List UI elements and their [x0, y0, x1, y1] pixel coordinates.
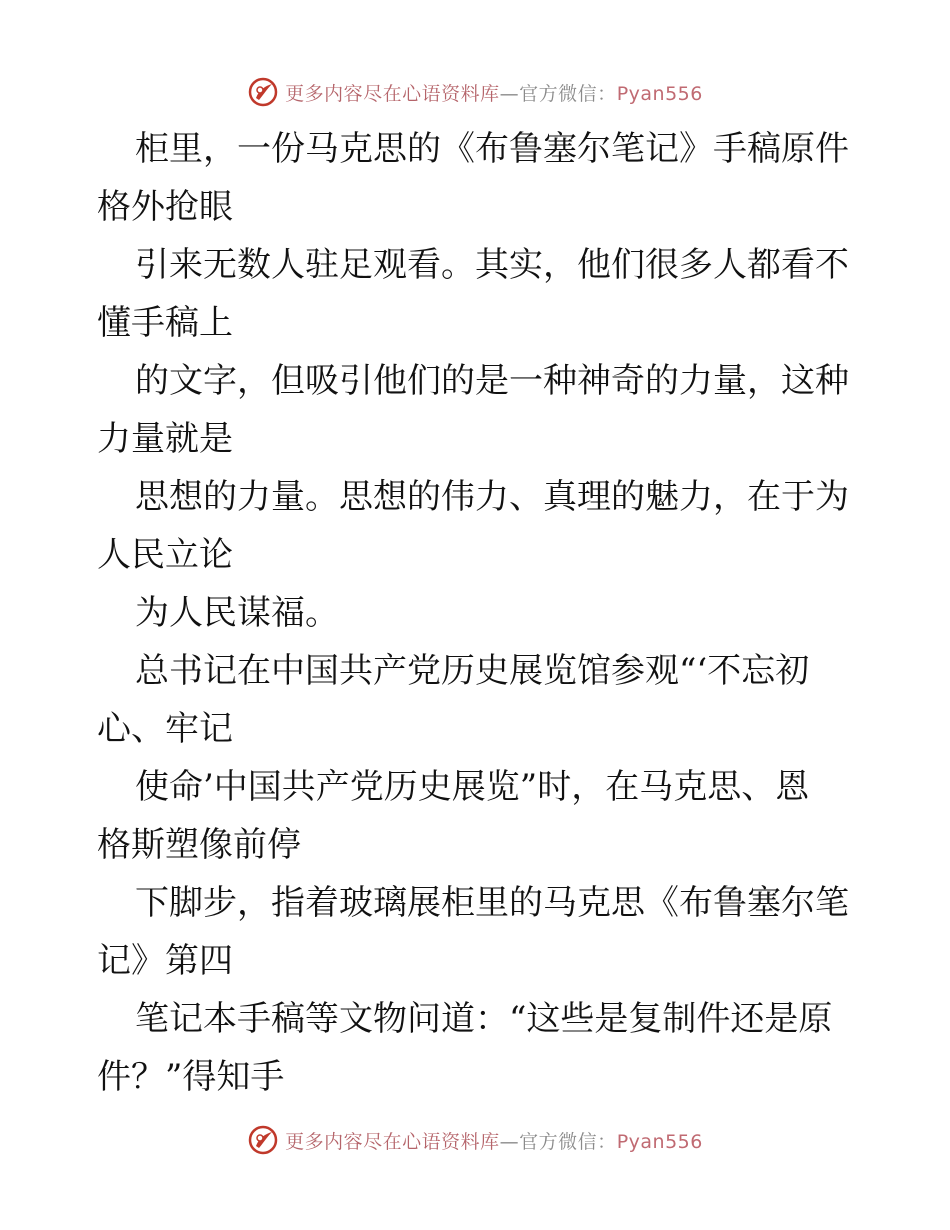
- paragraph-line: 柜里，一份马克思的《布鲁塞尔笔记》手稿原件: [135, 129, 849, 169]
- paragraph: [97, 642, 857, 758]
- paragraph-line: 引来无数人驻足观看。其实，他们很多人都看不: [135, 245, 849, 285]
- paragraph-line: 总书记在中国共产党历史展览馆参观“‘不忘初: [135, 651, 810, 691]
- paragraph-line: 记》第四: [97, 941, 233, 981]
- paragraph: [97, 758, 857, 874]
- paragraph: [97, 120, 857, 236]
- brand-logo-icon: [247, 76, 279, 108]
- watermark-text: [285, 79, 703, 106]
- paragraph: [97, 584, 857, 642]
- paragraph-line: 使命’中国共产党历史展览”时，在马克思、恩: [135, 767, 810, 807]
- paragraph-line: 格斯塑像前停: [97, 825, 301, 865]
- paragraph: [97, 874, 857, 990]
- watermark-wechat-id: Pyan556: [616, 1130, 703, 1153]
- watermark-text: [285, 1127, 703, 1154]
- paragraph: [97, 352, 857, 468]
- brand-logo-icon: [247, 1124, 279, 1156]
- watermark-dash: —: [499, 1130, 520, 1153]
- paragraph-line: 下脚步，指着玻璃展柜里的马克思《布鲁塞尔笔: [135, 883, 849, 923]
- paragraph-line: 的文字，但吸引他们的是一种神奇的力量，这种: [135, 361, 849, 401]
- paragraph-line: 心、牢记: [97, 709, 233, 749]
- document-body: [97, 120, 857, 1106]
- paragraph-line: 为人民谋福。: [135, 593, 339, 633]
- paragraph: [97, 990, 857, 1106]
- watermark-official-label: 官方微信：: [519, 1130, 617, 1153]
- paragraph: [97, 236, 857, 352]
- paragraph-line: 人民立论: [97, 535, 233, 575]
- paragraph-line: 力量就是: [97, 419, 233, 459]
- paragraph-line: 懂手稿上: [97, 303, 233, 343]
- watermark-site-text: 更多内容尽在心语资料库: [285, 1130, 500, 1153]
- paragraph: [97, 468, 857, 584]
- footer-watermark-banner: [0, 1120, 950, 1160]
- paragraph-line: 件？”得知手: [97, 1057, 285, 1097]
- paragraph-line: 笔记本手稿等文物问道：“这些是复制件还是原: [135, 999, 833, 1039]
- watermark-official-label: 官方微信：: [519, 82, 617, 105]
- watermark-wechat-id: Pyan556: [616, 82, 703, 105]
- header-watermark-banner: [0, 72, 950, 112]
- watermark-dash: —: [499, 82, 520, 105]
- paragraph-line: 格外抢眼: [97, 187, 233, 227]
- paragraph-line: 思想的力量。思想的伟力、真理的魅力，在于为: [135, 477, 849, 517]
- watermark-site-text: 更多内容尽在心语资料库: [285, 82, 500, 105]
